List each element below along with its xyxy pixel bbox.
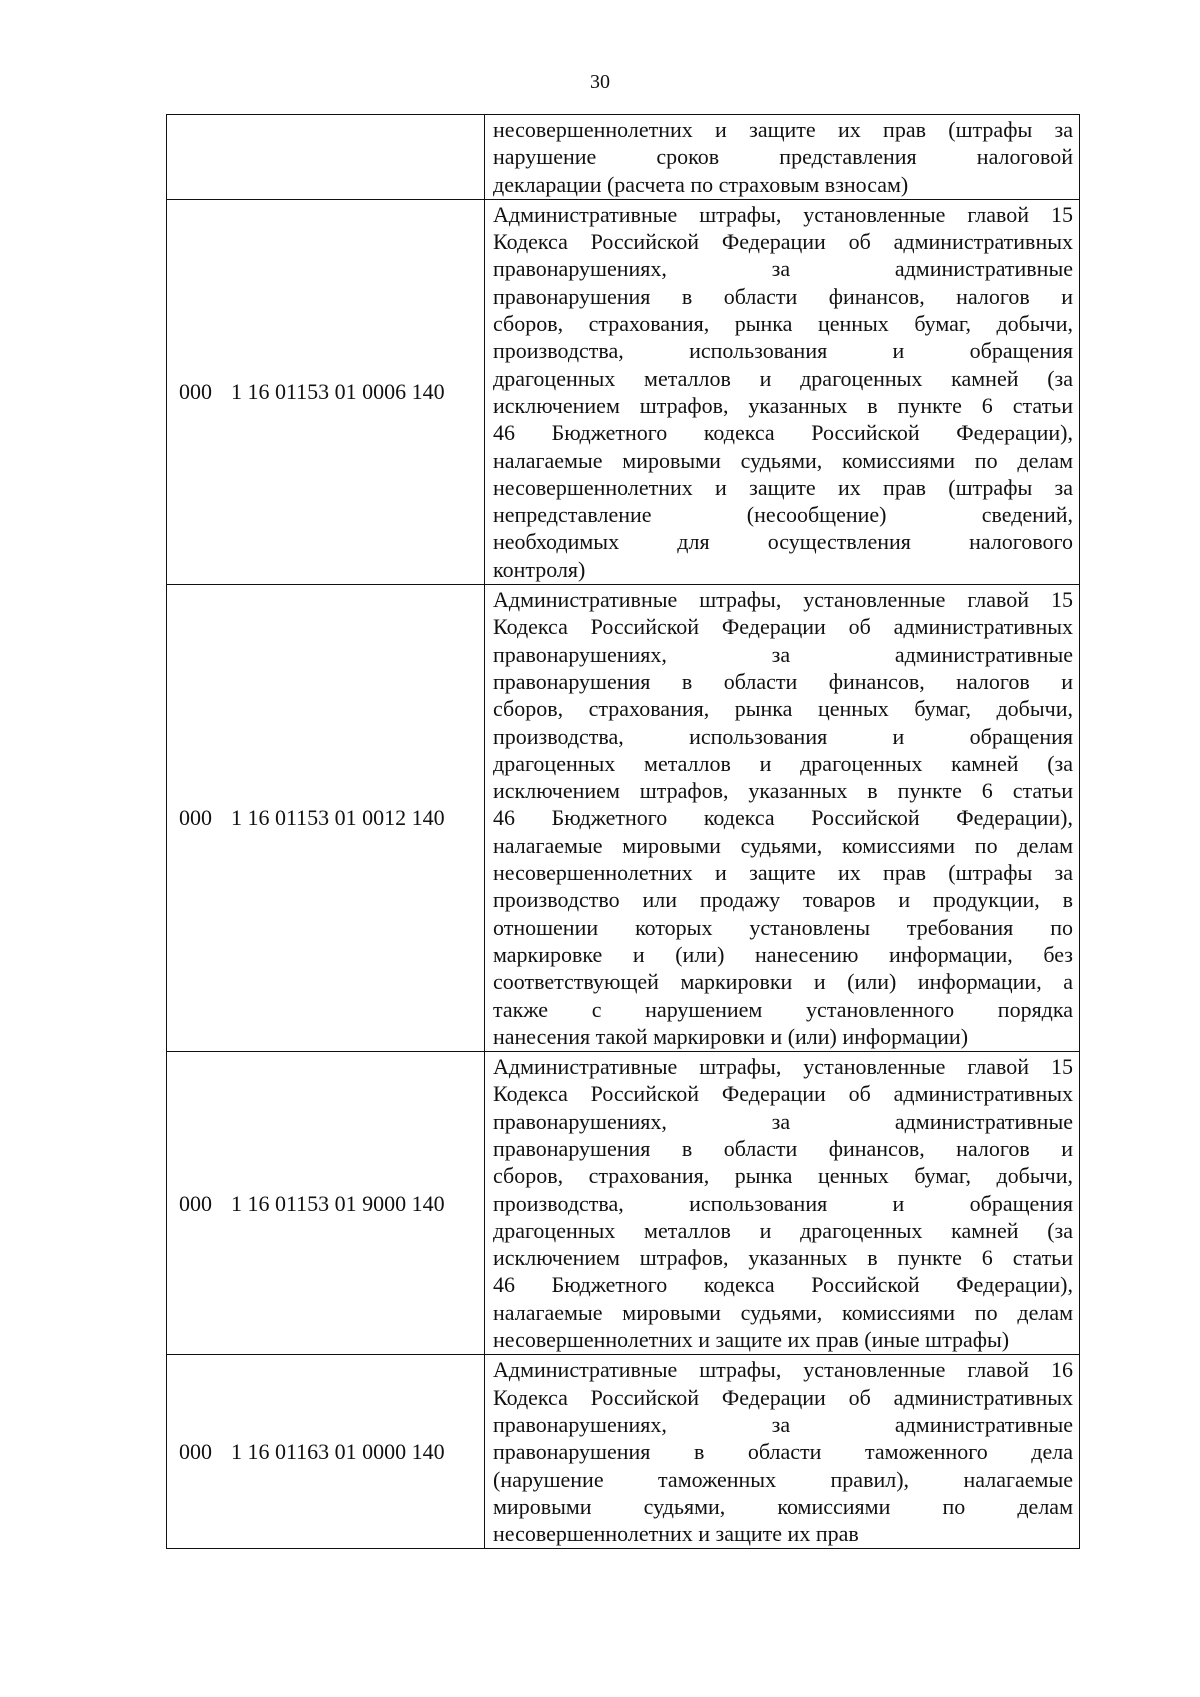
code-cell bbox=[167, 1355, 485, 1549]
description-line: производства, использования и обращения bbox=[493, 1190, 1073, 1216]
description-line: декларации (расчета по страховым взносам) bbox=[493, 171, 909, 197]
code-cell bbox=[167, 585, 485, 1052]
table-row bbox=[167, 199, 1080, 584]
description-line: также с нарушением установленного порядка bbox=[493, 996, 1073, 1022]
description-cell bbox=[485, 1052, 1080, 1355]
description-line: исключением штрафов, указанных в пункте 6 статьи bbox=[493, 778, 1073, 804]
description-line: сборов, страхования, рынка ценных бумаг, добычи, bbox=[493, 696, 1073, 722]
description-line: исключением штрафов, указанных в пункте 6 статьи bbox=[493, 392, 1073, 418]
description-cell bbox=[485, 585, 1080, 1052]
description-line: необходимых для осуществления налогового bbox=[493, 529, 1073, 555]
description-cell bbox=[485, 1355, 1080, 1549]
description-cell bbox=[485, 115, 1080, 200]
description-line: производства, использования и обращения bbox=[493, 338, 1073, 364]
description-line: правонарушениях, за административные bbox=[493, 1108, 1073, 1134]
administrator-code: 000 bbox=[179, 805, 212, 831]
description-line: маркировке и (или) нанесению информации, без bbox=[493, 941, 1073, 967]
description-line: непредставление (несообщение) сведений, bbox=[493, 502, 1073, 528]
description-line: драгоценных металлов и драгоценных камней (за bbox=[493, 365, 1073, 391]
description-line: сборов, страхования, рынка ценных бумаг, добычи, bbox=[493, 311, 1073, 337]
description-line: (нарушение таможенных правил), налагаемые bbox=[493, 1466, 1073, 1492]
description-line: налагаемые мировыми судьями, комиссиями по делам bbox=[493, 1299, 1073, 1325]
description-line: правонарушениях, за административные bbox=[493, 641, 1073, 667]
budget-codes-table bbox=[166, 114, 1080, 1549]
description-line: правонарушения в области финансов, налогов и bbox=[493, 283, 1073, 309]
description-line: Кодекса Российской Федерации об административных bbox=[493, 229, 1073, 255]
description-line: несовершеннолетних и защите их прав (иные штрафы) bbox=[493, 1327, 1010, 1353]
description-line: правонарушениях, за административные bbox=[493, 1411, 1073, 1437]
description-line: правонарушениях, за административные bbox=[493, 256, 1073, 282]
description-line: Административные штрафы, установленные главой 15 bbox=[493, 201, 1073, 227]
description-line: контроля) bbox=[493, 556, 586, 582]
code-cell bbox=[167, 115, 485, 200]
description-line: Кодекса Российской Федерации об административных bbox=[493, 1384, 1073, 1410]
code-cell bbox=[167, 1052, 485, 1355]
description-line: нанесения такой маркировки и (или) информации) bbox=[493, 1023, 969, 1049]
administrator-code: 000 bbox=[179, 379, 212, 405]
budget-classification-code: 1 16 01163 01 0000 140 bbox=[231, 1439, 445, 1465]
description-line: 46 Бюджетного кодекса Российской Федерации), bbox=[493, 1272, 1073, 1298]
description-line: нарушение сроков представления налоговой bbox=[493, 144, 1073, 170]
description-line: драгоценных металлов и драгоценных камней (за bbox=[493, 750, 1073, 776]
description-line: несовершеннолетних и защите их прав bbox=[493, 1521, 859, 1547]
budget-classification-code: 1 16 01153 01 0006 140 bbox=[231, 379, 445, 405]
administrator-code: 000 bbox=[179, 1439, 212, 1465]
description-line: несовершеннолетних и защите их прав (штрафы за bbox=[493, 117, 1073, 142]
description-line: правонарушения в области финансов, налогов и bbox=[493, 1135, 1073, 1161]
description-line: правонарушения в области финансов, налогов и bbox=[493, 668, 1073, 694]
administrator-code: 000 bbox=[179, 1190, 212, 1216]
budget-classification-code: 1 16 01153 01 9000 140 bbox=[231, 1190, 445, 1216]
table-row bbox=[167, 1355, 1080, 1549]
table-row bbox=[167, 585, 1080, 1052]
description-line: 46 Бюджетного кодекса Российской Федерации), bbox=[493, 420, 1073, 446]
description-line: драгоценных металлов и драгоценных камней (за bbox=[493, 1217, 1073, 1243]
description-line: 46 Бюджетного кодекса Российской Федерации), bbox=[493, 805, 1073, 831]
description-line: соответствующей маркировки и (или) информации, а bbox=[493, 969, 1073, 995]
description-line: производство или продажу товаров и продукции, в bbox=[493, 887, 1073, 913]
description-line: Кодекса Российской Федерации об административных bbox=[493, 1081, 1073, 1107]
description-line: налагаемые мировыми судьями, комиссиями по делам bbox=[493, 447, 1073, 473]
description-line: правонарушения в области таможенного дела bbox=[493, 1439, 1073, 1465]
description-line: Кодекса Российской Федерации об административных bbox=[493, 614, 1073, 640]
table-body bbox=[167, 115, 1080, 1549]
description-line: отношении которых установлены требования по bbox=[493, 914, 1073, 940]
table-row bbox=[167, 1052, 1080, 1355]
page-number: 30 bbox=[590, 71, 610, 93]
description-line: Административные штрафы, установленные главой 15 bbox=[493, 1054, 1073, 1080]
description-line: сборов, страхования, рынка ценных бумаг, добычи, bbox=[493, 1163, 1073, 1189]
description-line: исключением штрафов, указанных в пункте 6 статьи bbox=[493, 1245, 1073, 1271]
description-line: мировыми судьями, комиссиями по делам bbox=[493, 1493, 1073, 1519]
table-row bbox=[167, 115, 1080, 200]
code-cell bbox=[167, 199, 485, 584]
description-line: налагаемые мировыми судьями, комиссиями по делам bbox=[493, 832, 1073, 858]
description-cell bbox=[485, 199, 1080, 584]
description-line: несовершеннолетних и защите их прав (штрафы за bbox=[493, 860, 1073, 886]
description-line: Административные штрафы, установленные главой 16 bbox=[493, 1357, 1073, 1383]
budget-classification-code: 1 16 01153 01 0012 140 bbox=[231, 805, 445, 831]
description-line: несовершеннолетних и защите их прав (штрафы за bbox=[493, 474, 1073, 500]
description-line: Административные штрафы, установленные главой 15 bbox=[493, 587, 1073, 613]
description-line: производства, использования и обращения bbox=[493, 723, 1073, 749]
